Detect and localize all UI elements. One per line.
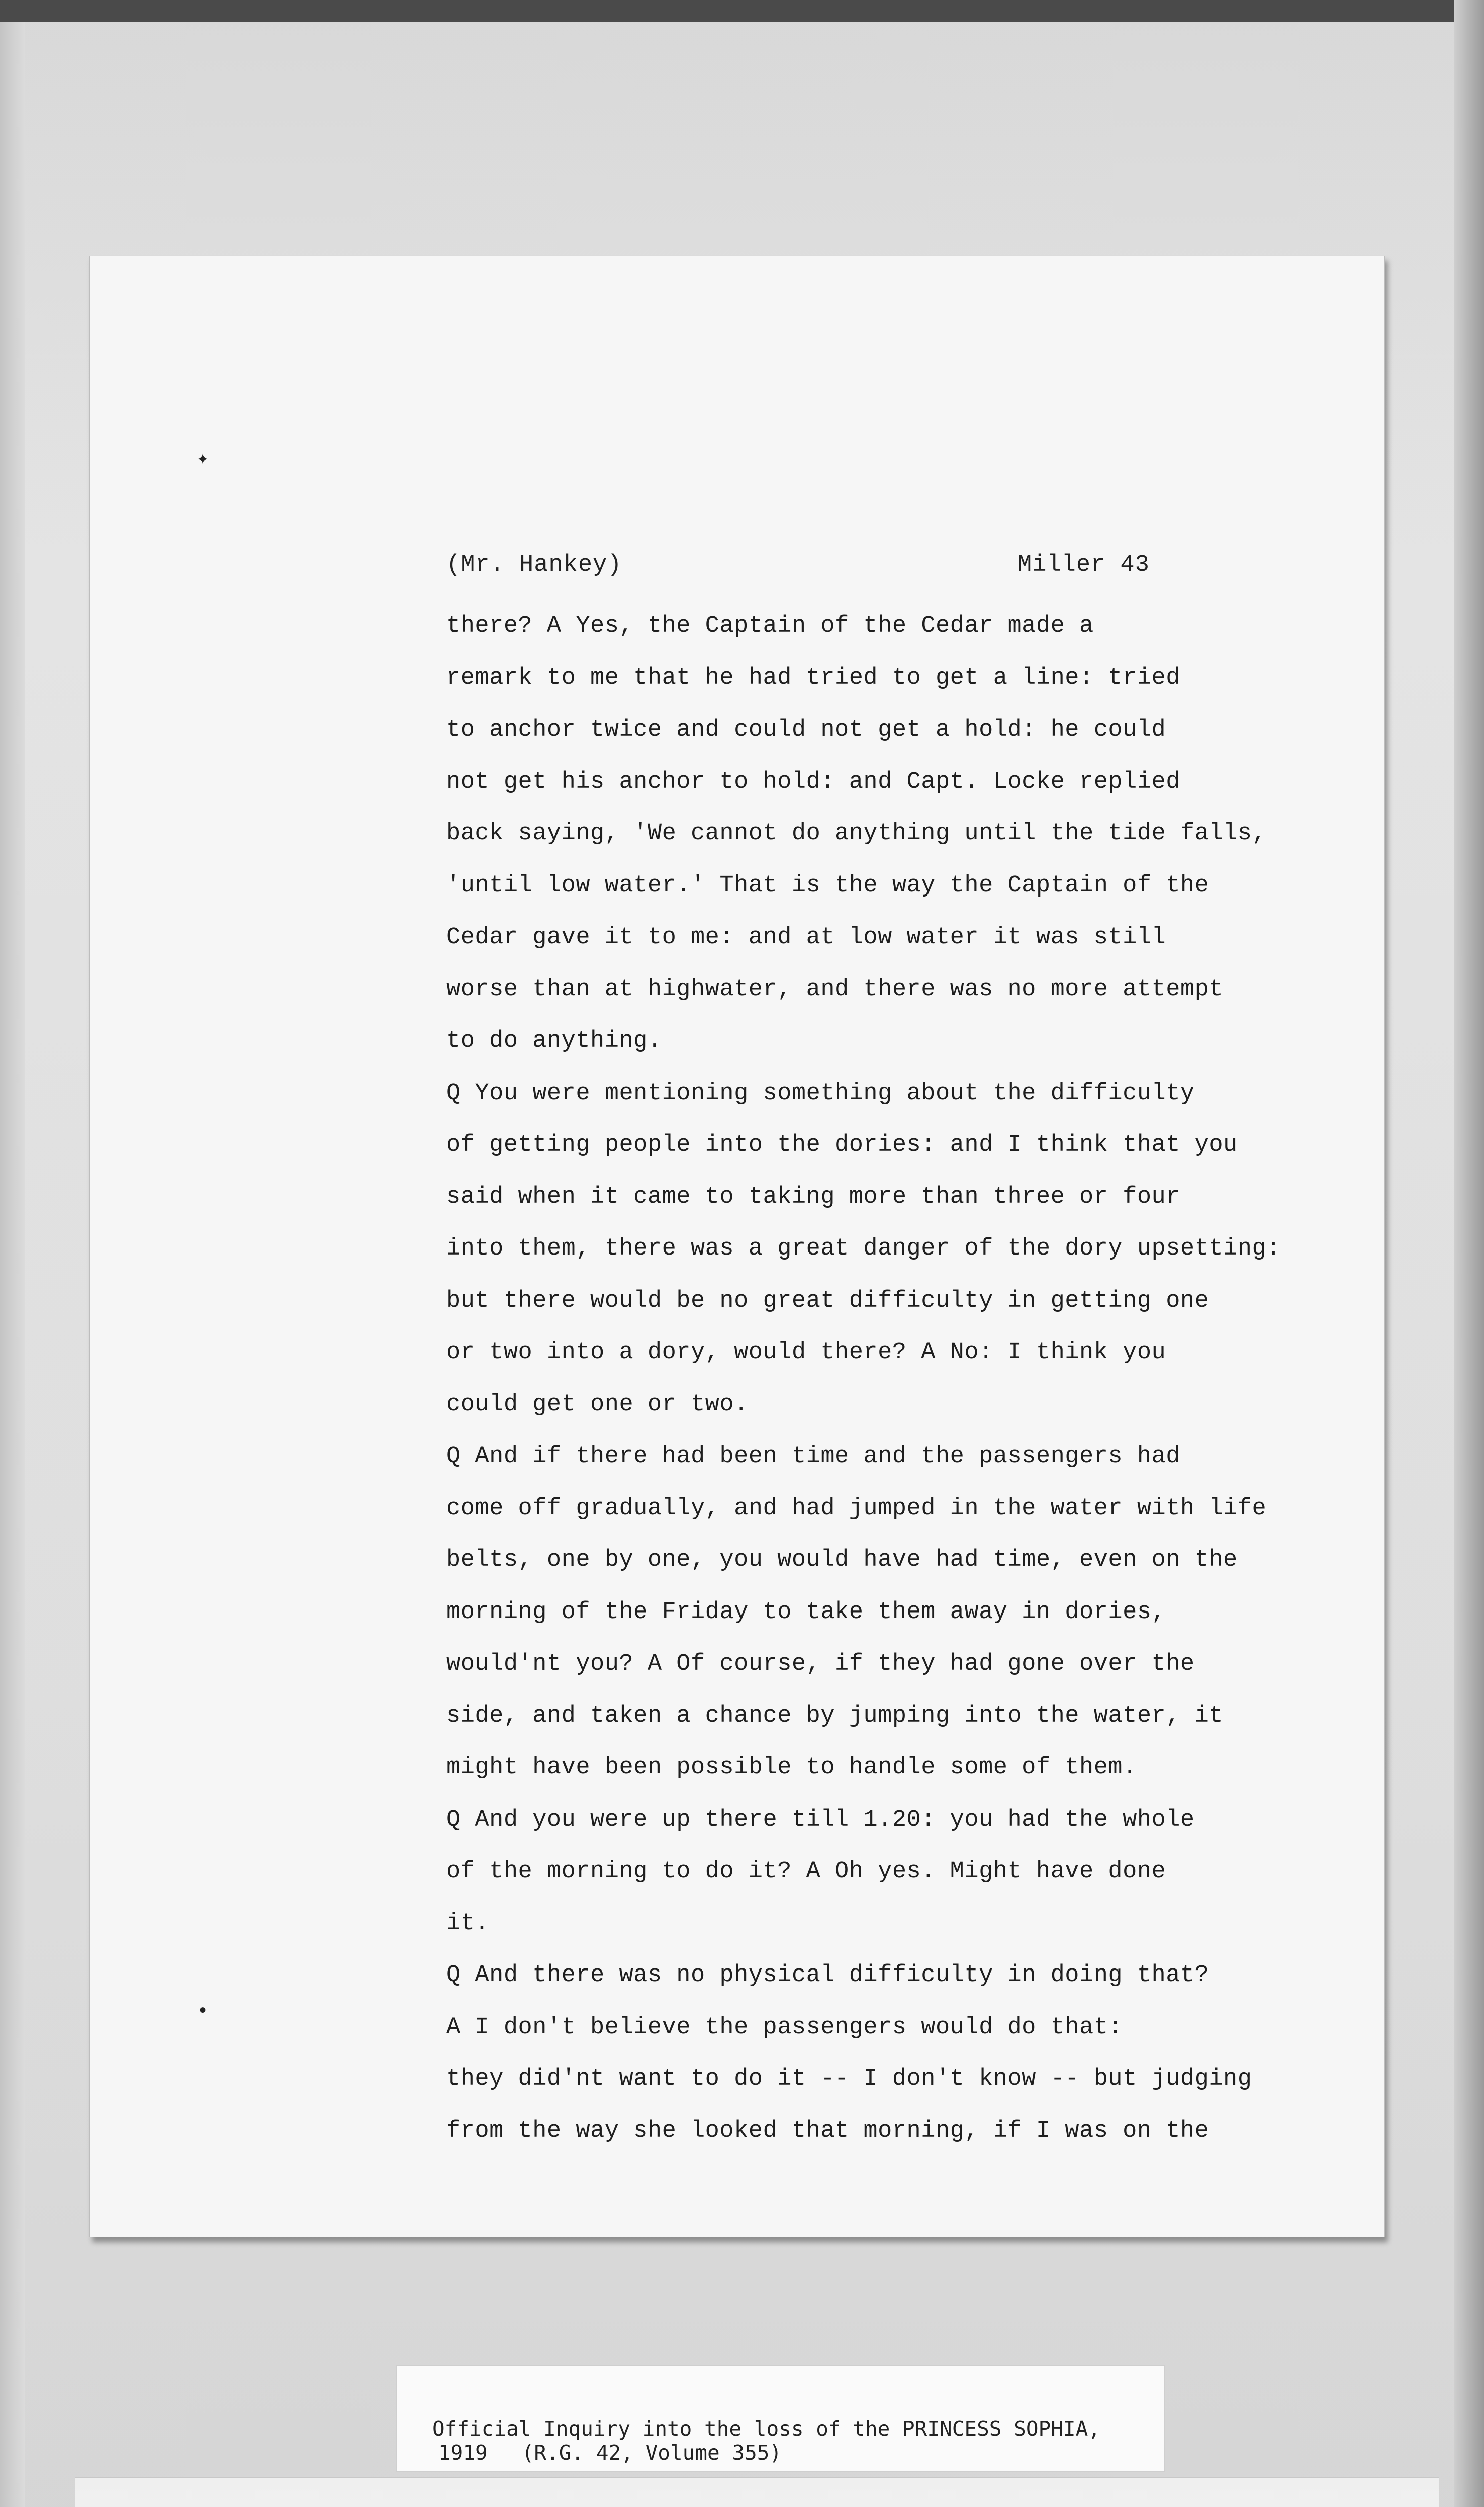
transcript-line: there? A Yes, the Captain of the Cedar made a — [446, 613, 1094, 639]
transcript-line: Q And if there had been time and the passengers had — [446, 1443, 1180, 1470]
transcript-line: morning of the Friday to take them away in dories, — [446, 1598, 1166, 1626]
archive-reference-label — [396, 2365, 1165, 2472]
scan-top-edge — [0, 0, 1484, 22]
transcript-line: to anchor twice and could not get a hold: he could — [446, 717, 1166, 743]
archives-banner — [75, 2477, 1439, 2507]
transcript-line: Cedar gave it to me: and at low water it was still — [446, 924, 1166, 951]
scan-right-edge — [1454, 0, 1484, 2507]
scan-left-edge — [0, 22, 25, 2507]
transcript-line: Q And you were up there till 1.20: you had the whole — [446, 1806, 1195, 1833]
label-year: 1919 — [438, 2441, 488, 2465]
transcript-line: of getting people into the dories: and I think that you — [446, 1132, 1238, 1158]
transcript-body — [446, 600, 1349, 2157]
label-title: Official Inquiry into the loss of the PRINCESS SOPHIA, — [432, 2417, 1100, 2441]
transcript-line: not get his anchor to hold: and Capt. Locke replied — [446, 768, 1180, 795]
transcript-line: from the way she looked that morning, if I was on the — [446, 2117, 1209, 2144]
transcript-line: said when it came to taking more than three or four — [446, 1183, 1180, 1210]
transcript-line: would'nt you? A Of course, if they had gone over the — [446, 1651, 1195, 1677]
transcript-line: of the morning to do it? A Oh yes. Might have done — [446, 1858, 1166, 1885]
header-speaker: (Mr. Hankey) — [446, 552, 622, 578]
transcript-line: come off gradually, and had jumped in the water with life — [446, 1495, 1267, 1522]
transcript-line: but there would be no great difficulty in getting one — [446, 1287, 1209, 1314]
label-reference: (R.G. 42, Volume 355) — [521, 2441, 782, 2465]
transcript-line: remark to me that he had tried to get a line: tried — [446, 664, 1180, 691]
transcript-line: into them, there was a great danger of the dory upsetting: — [446, 1235, 1281, 1262]
stray-mark-top: ✦ — [197, 448, 209, 471]
transcript-line: it. — [446, 1910, 490, 1937]
transcript-line: might have been possible to handle some of them. — [446, 1754, 1137, 1781]
transcript-line: they did'nt want to do it -- I don't know -- but judging — [446, 2066, 1252, 2092]
transcript-line: Q You were mentioning something about the difficulty — [446, 1080, 1195, 1107]
header-page-number: Miller 43 — [1018, 552, 1150, 578]
transcript-line: to do anything. — [446, 1028, 662, 1054]
transcript-line: worse than at highwater, and there was no more attempt — [446, 976, 1224, 1003]
transcript-line: A I don't believe the passengers would do that: — [446, 2014, 1123, 2041]
transcript-line: Q And there was no physical difficulty in doing that? — [446, 1962, 1209, 1989]
transcript-line: could get one or two. — [446, 1391, 749, 1418]
label-details — [438, 2441, 782, 2465]
transcript-line: or two into a dory, would there? A No: I think you — [446, 1339, 1166, 1366]
transcript-line: back saying, 'We cannot do anything until the tide falls, — [446, 820, 1267, 847]
transcript-line: side, and taken a chance by jumping into the water, it — [446, 1702, 1224, 1729]
transcript-line: belts, one by one, you would have had time, even on the — [446, 1547, 1238, 1573]
stray-mark-bottom: • — [197, 2001, 209, 2023]
transcript-line: 'until low water.' That is the way the Captain of the — [446, 872, 1209, 899]
